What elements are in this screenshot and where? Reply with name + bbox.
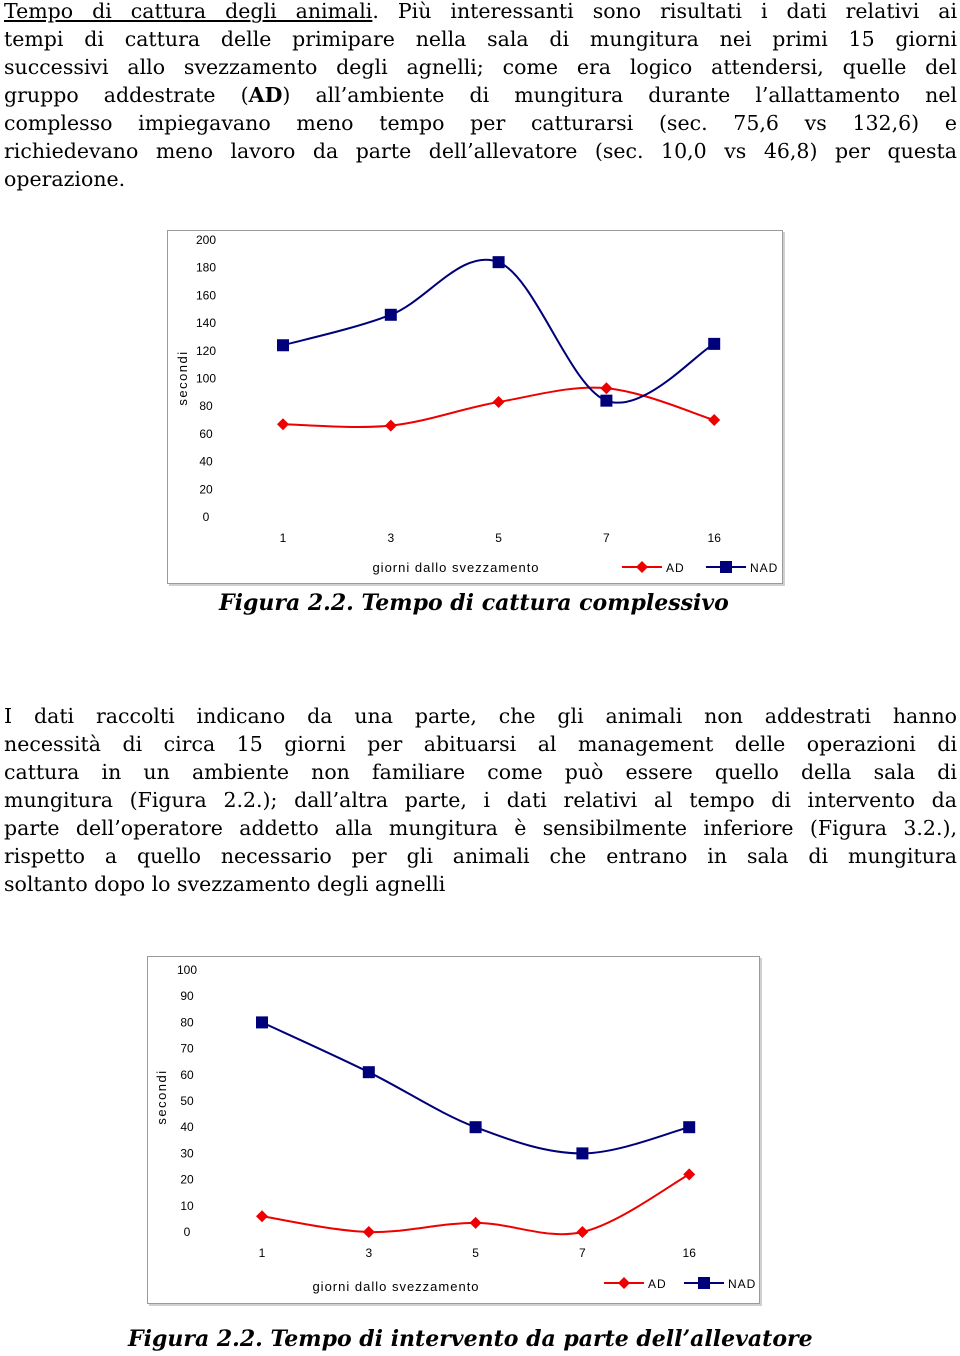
x-axis-label: giorni dallo svezzamento xyxy=(312,1279,480,1294)
x-tick-label: 3 xyxy=(365,1246,373,1260)
text-run: complesso impiegavano meno tempo per catturarsi (sec. 75,6 vs 132,6) e xyxy=(4,111,957,135)
text-run: I dati raccolti indicano da una parte, che gli animali non addestrati hanno xyxy=(4,704,957,728)
y-tick-label: 140 xyxy=(195,316,217,331)
x-tick-label: 1 xyxy=(279,531,287,545)
y-tick-label: 160 xyxy=(195,288,217,303)
y-tick-label: 80 xyxy=(199,399,213,414)
text-line xyxy=(4,870,957,898)
text-line xyxy=(4,786,957,814)
y-tick-label: 100 xyxy=(195,371,217,386)
legend-label-nad: NAD xyxy=(750,561,779,575)
text-line xyxy=(4,814,957,842)
text-run: gruppo addestrate ( xyxy=(4,83,249,107)
section-heading-text: Tempo di cattura degli animali xyxy=(4,0,373,23)
chart-intervention-time-frame xyxy=(147,956,760,1304)
paragraph-discussion xyxy=(4,702,957,898)
text-line xyxy=(4,137,957,165)
y-tick-label: 120 xyxy=(195,343,217,358)
legend-label-nad: NAD xyxy=(728,1277,757,1291)
x-tick-label: 16 xyxy=(707,531,721,545)
text-line xyxy=(4,758,957,786)
text-line xyxy=(4,0,957,25)
y-tick-label: 40 xyxy=(199,454,213,469)
text-line xyxy=(4,109,957,137)
bold-abbreviation: AD xyxy=(248,83,283,107)
chart-capture-time-frame xyxy=(167,230,783,584)
text-run: parte dell’operatore addetto alla mungitura è sensibilmente inferiore (Figura 3.2.), xyxy=(4,816,957,840)
y-tick-label: 180 xyxy=(195,260,217,275)
text-run: mungitura (Figura 2.2.); dall’altra parte, i dati relativi al tempo di intervento da xyxy=(4,788,957,812)
x-tick-label: 3 xyxy=(387,531,395,545)
text-line xyxy=(4,165,957,193)
text-run: rispetto a quello necessario per gli animali che entrano in sala di mungitura xyxy=(4,844,957,868)
x-tick-label: 7 xyxy=(603,531,610,545)
x-axis-label: giorni dallo svezzamento xyxy=(372,560,540,575)
text-run: cattura in un ambiente non familiare come può essere quello della sala di xyxy=(4,760,957,784)
text-line xyxy=(4,81,957,109)
text-run: tempi di cattura delle primipare nella sala di mungitura nei primi 15 giorni xyxy=(4,27,957,51)
text-run: necessità di circa 15 giorni per abituarsi al management delle operazioni di xyxy=(4,732,957,756)
text-run: soltanto dopo lo svezzamento degli agnelli xyxy=(4,872,446,896)
y-tick-label: 40 xyxy=(180,1120,194,1135)
figure-caption-capture: Figura 2.2. Tempo di cattura complessivo xyxy=(219,590,729,616)
text-run: operazione. xyxy=(4,167,126,191)
y-tick-label: 100 xyxy=(176,963,198,977)
text-line xyxy=(4,730,957,758)
text-run: ) all’ambiente di mungitura durante l’allattamento nel xyxy=(282,83,958,107)
y-tick-label: 60 xyxy=(199,426,213,441)
x-tick-label: 5 xyxy=(495,531,502,545)
y-tick-label: 200 xyxy=(195,233,217,247)
figure-caption-intervention: Figura 2.2. Tempo di intervento da parte dell’allevatore xyxy=(128,1326,813,1352)
y-tick-label: 90 xyxy=(180,989,194,1004)
legend-label-ad: AD xyxy=(648,1277,667,1291)
y-tick-label: 10 xyxy=(180,1198,194,1213)
paragraph-capture-time xyxy=(4,0,957,193)
y-tick-label: 30 xyxy=(180,1146,194,1161)
y-axis-label: secondi xyxy=(175,350,190,406)
y-tick-label: 0 xyxy=(202,510,210,524)
text-run: successivi allo svezzamento degli agnelli; come era logico attendersi, quelle del xyxy=(4,55,957,79)
y-tick-label: 0 xyxy=(183,1225,191,1239)
x-tick-label: 16 xyxy=(682,1246,696,1260)
text-line xyxy=(4,25,957,53)
y-tick-label: 70 xyxy=(180,1041,194,1056)
y-tick-label: 50 xyxy=(180,1094,194,1108)
y-tick-label: 20 xyxy=(199,482,213,497)
x-tick-label: 1 xyxy=(258,1246,266,1260)
y-tick-label: 20 xyxy=(180,1172,194,1187)
legend-label-ad: AD xyxy=(666,561,685,575)
x-tick-label: 5 xyxy=(472,1246,479,1260)
text-run: richiedevano meno lavoro da parte dell’allevatore (sec. 10,0 vs 46,8) per questa xyxy=(4,139,957,163)
text-line xyxy=(4,842,957,870)
y-tick-label: 60 xyxy=(180,1067,194,1082)
text-run: . Più interessanti sono risultati i dati relativi ai xyxy=(372,0,958,23)
y-tick-label: 80 xyxy=(180,1015,194,1030)
text-line xyxy=(4,53,957,81)
text-line xyxy=(4,702,957,730)
x-tick-label: 7 xyxy=(579,1246,586,1260)
y-axis-label: secondi xyxy=(154,1069,169,1125)
